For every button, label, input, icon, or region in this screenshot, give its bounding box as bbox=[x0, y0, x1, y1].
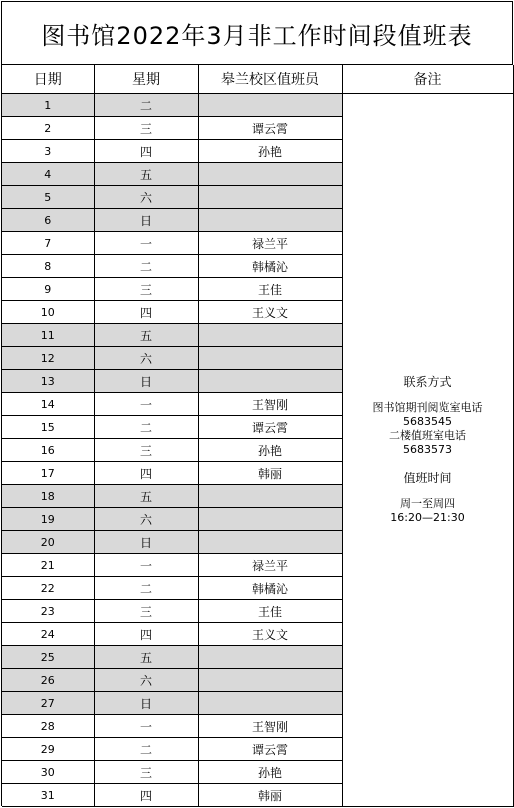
date-cell: 29 bbox=[2, 738, 94, 761]
weekday-cell: 六 bbox=[94, 186, 198, 209]
staff-cell bbox=[198, 370, 342, 393]
staff-cell bbox=[198, 94, 342, 117]
staff-cell: 韩橘沁 bbox=[198, 255, 342, 278]
page-title: 图书馆2022年3月非工作时间段值班表 bbox=[2, 2, 513, 65]
weekday-cell: 二 bbox=[94, 94, 198, 117]
date-cell: 13 bbox=[2, 370, 94, 393]
duty-room-label: 二楼值班室电话 bbox=[389, 429, 466, 442]
header-row bbox=[2, 65, 513, 94]
contact-phones bbox=[343, 401, 513, 457]
staff-cell: 韩丽 bbox=[198, 784, 342, 807]
weekday-cell: 三 bbox=[94, 439, 198, 462]
weekday-cell: 六 bbox=[94, 669, 198, 692]
table-body bbox=[2, 94, 513, 807]
date-cell: 18 bbox=[2, 485, 94, 508]
weekday-cell: 日 bbox=[94, 209, 198, 232]
duty-schedule-sheet bbox=[1, 1, 513, 806]
staff-cell bbox=[198, 347, 342, 370]
date-cell: 20 bbox=[2, 531, 94, 554]
date-cell: 3 bbox=[2, 140, 94, 163]
staff-cell: 禄兰平 bbox=[198, 232, 342, 255]
weekday-cell: 四 bbox=[94, 301, 198, 324]
staff-cell bbox=[198, 163, 342, 186]
weekday-cell: 日 bbox=[94, 692, 198, 715]
header-date: 日期 bbox=[2, 65, 94, 94]
staff-cell: 韩丽 bbox=[198, 462, 342, 485]
weekday-cell: 四 bbox=[94, 140, 198, 163]
weekday-cell: 五 bbox=[94, 485, 198, 508]
weekday-cell: 二 bbox=[94, 577, 198, 600]
weekday-cell: 四 bbox=[94, 462, 198, 485]
staff-cell bbox=[198, 646, 342, 669]
weekday-cell: 五 bbox=[94, 324, 198, 347]
hours-heading: 值班时间 bbox=[403, 471, 452, 485]
staff-cell: 孙艳 bbox=[198, 140, 342, 163]
date-cell: 28 bbox=[2, 715, 94, 738]
notes-cell bbox=[342, 94, 513, 807]
staff-cell: 谭云霄 bbox=[198, 738, 342, 761]
weekday-cell: 三 bbox=[94, 761, 198, 784]
weekday-cell: 二 bbox=[94, 255, 198, 278]
weekday-cell: 六 bbox=[94, 347, 198, 370]
staff-cell: 王智刚 bbox=[198, 393, 342, 416]
weekday-cell: 二 bbox=[94, 416, 198, 439]
weekday-cell: 四 bbox=[94, 623, 198, 646]
date-cell: 19 bbox=[2, 508, 94, 531]
staff-cell bbox=[198, 669, 342, 692]
date-cell: 24 bbox=[2, 623, 94, 646]
date-cell: 30 bbox=[2, 761, 94, 784]
weekday-cell: 日 bbox=[94, 531, 198, 554]
contact-heading: 联系方式 bbox=[403, 375, 452, 389]
date-cell: 23 bbox=[2, 600, 94, 623]
date-cell: 9 bbox=[2, 278, 94, 301]
duty-table bbox=[2, 65, 514, 807]
date-cell: 1 bbox=[2, 94, 94, 117]
date-cell: 10 bbox=[2, 301, 94, 324]
hours-time: 16:20—21:30 bbox=[390, 511, 465, 524]
reading-room-label: 图书馆期刊阅览室电话 bbox=[372, 401, 483, 414]
date-cell: 4 bbox=[2, 163, 94, 186]
staff-cell bbox=[198, 485, 342, 508]
staff-cell bbox=[198, 692, 342, 715]
staff-cell: 孙艳 bbox=[198, 761, 342, 784]
staff-cell: 韩橘沁 bbox=[198, 577, 342, 600]
date-cell: 21 bbox=[2, 554, 94, 577]
weekday-cell: 三 bbox=[94, 600, 198, 623]
date-cell: 25 bbox=[2, 646, 94, 669]
staff-cell bbox=[198, 186, 342, 209]
reading-room-phone: 5683545 bbox=[403, 415, 452, 428]
header-weekday: 星期 bbox=[94, 65, 198, 94]
table-row bbox=[2, 94, 513, 117]
date-cell: 11 bbox=[2, 324, 94, 347]
weekday-cell: 三 bbox=[94, 117, 198, 140]
staff-cell bbox=[198, 324, 342, 347]
staff-cell bbox=[198, 209, 342, 232]
date-cell: 2 bbox=[2, 117, 94, 140]
weekday-cell: 日 bbox=[94, 370, 198, 393]
date-cell: 5 bbox=[2, 186, 94, 209]
staff-cell: 谭云霄 bbox=[198, 117, 342, 140]
duty-room-phone: 5683573 bbox=[403, 443, 452, 456]
hours-days: 周一至周四 bbox=[400, 497, 455, 510]
weekday-cell: 一 bbox=[94, 393, 198, 416]
weekday-cell: 二 bbox=[94, 738, 198, 761]
weekday-cell: 五 bbox=[94, 646, 198, 669]
date-cell: 16 bbox=[2, 439, 94, 462]
date-cell: 27 bbox=[2, 692, 94, 715]
date-cell: 31 bbox=[2, 784, 94, 807]
date-cell: 17 bbox=[2, 462, 94, 485]
staff-cell: 王智刚 bbox=[198, 715, 342, 738]
weekday-cell: 三 bbox=[94, 278, 198, 301]
date-cell: 22 bbox=[2, 577, 94, 600]
staff-cell bbox=[198, 508, 342, 531]
date-cell: 7 bbox=[2, 232, 94, 255]
weekday-cell: 一 bbox=[94, 715, 198, 738]
date-cell: 15 bbox=[2, 416, 94, 439]
staff-cell: 王佳 bbox=[198, 600, 342, 623]
weekday-cell: 五 bbox=[94, 163, 198, 186]
staff-cell: 王义文 bbox=[198, 301, 342, 324]
weekday-cell: 一 bbox=[94, 232, 198, 255]
staff-cell: 孙艳 bbox=[198, 439, 342, 462]
date-cell: 6 bbox=[2, 209, 94, 232]
weekday-cell: 一 bbox=[94, 554, 198, 577]
date-cell: 8 bbox=[2, 255, 94, 278]
staff-cell: 王义文 bbox=[198, 623, 342, 646]
date-cell: 12 bbox=[2, 347, 94, 370]
weekday-cell: 六 bbox=[94, 508, 198, 531]
header-notes: 备注 bbox=[342, 65, 513, 94]
staff-cell bbox=[198, 531, 342, 554]
date-cell: 14 bbox=[2, 393, 94, 416]
staff-cell: 王佳 bbox=[198, 278, 342, 301]
header-staff: 皋兰校区值班员 bbox=[198, 65, 342, 94]
staff-cell: 禄兰平 bbox=[198, 554, 342, 577]
staff-cell: 谭云霄 bbox=[198, 416, 342, 439]
weekday-cell: 四 bbox=[94, 784, 198, 807]
date-cell: 26 bbox=[2, 669, 94, 692]
